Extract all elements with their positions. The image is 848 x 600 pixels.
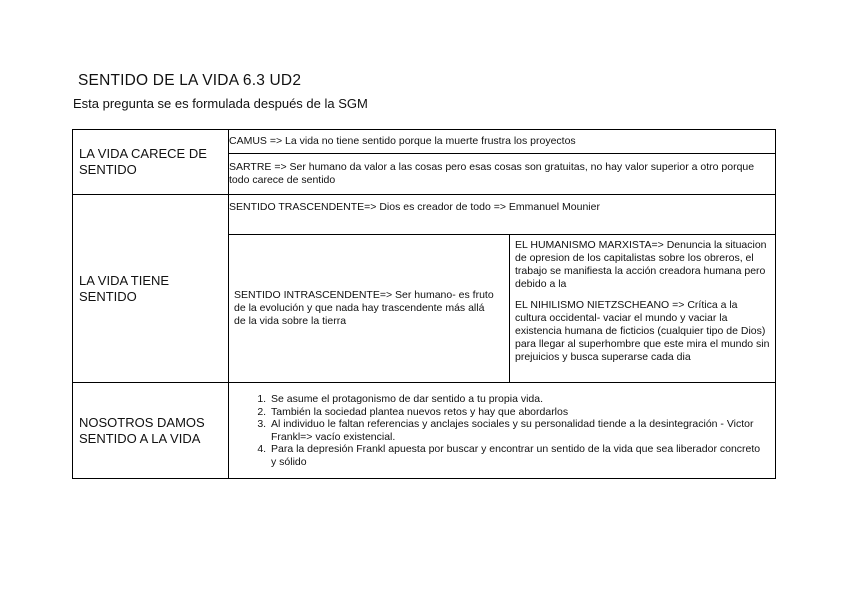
document-title: SENTIDO DE LA VIDA 6.3 UD2 bbox=[78, 72, 302, 89]
row-label-nosotros: NOSOTROS DAMOS SENTIDO A LA VIDA bbox=[73, 383, 229, 479]
intrascendente-column bbox=[229, 235, 510, 382]
sartre-cell: SARTRE => Ser humano da valor a las cosas pero esas cosas son gratuitas, no hay valor superior a otro porque todo carece de sentido bbox=[229, 154, 776, 195]
marxista-text: EL HUMANISMO MARXISTA=> Denuncia la situacion de opresion de los capitalistas sobre los obreros, el trabajo se manifiesta la acción creadora humana pero debido a la bbox=[515, 239, 767, 290]
document-subtitle: Esta pregunta se es formulada después de la SGM bbox=[73, 96, 368, 111]
row-label-tiene: LA VIDA TIENE SENTIDO bbox=[73, 195, 229, 383]
tiene-split-cell bbox=[229, 235, 776, 383]
camus-cell: CAMUS => La vida no tiene sentido porque la muerte frustra los proyectos bbox=[229, 130, 776, 154]
nihilismo-text: EL NIHILISMO NIETZSCHEANO => Crítica a la cultura occidental- vaciar el mundo y vaciar la existencia humana de ficticios (cualquier tipo de Dios) para llegar al superhombre que este mira el mundo sin prejuicios y busca superarse cada dia bbox=[515, 299, 770, 363]
summary-table bbox=[72, 129, 776, 479]
nosotros-list-cell bbox=[229, 383, 776, 479]
list-item: 2. También la sociedad plantea nuevos retos y hay que abordarlos bbox=[269, 406, 765, 419]
philosophies-column bbox=[510, 235, 776, 382]
row-label-carece: LA VIDA CARECE DE SENTIDO bbox=[73, 130, 229, 195]
trascendente-cell: SENTIDO TRASCENDENTE=> Dios es creador de todo => Emmanuel Mounier bbox=[229, 195, 776, 235]
nosotros-list bbox=[229, 393, 775, 468]
list-item: 1. Se asume el protagonismo de dar sentido a tu propia vida. bbox=[269, 393, 765, 406]
tiene-split-table bbox=[229, 235, 775, 382]
intrascendente-text: SENTIDO INTRASCENDENTE=> Ser humano- es fruto de la evolución y que nada hay trascendente más allá de la vida sobre la tierra bbox=[234, 289, 494, 327]
list-item: 4. Para la depresión Frankl apuesta por buscar y encontrar un sentido de la vida que sea liberador concreto y sólido bbox=[269, 443, 765, 468]
list-item: 3. Al individuo le faltan referencias y anclajes sociales y su personalidad tiende a la desintegración - Victor Frankl=> vacío existencial. bbox=[269, 418, 765, 443]
